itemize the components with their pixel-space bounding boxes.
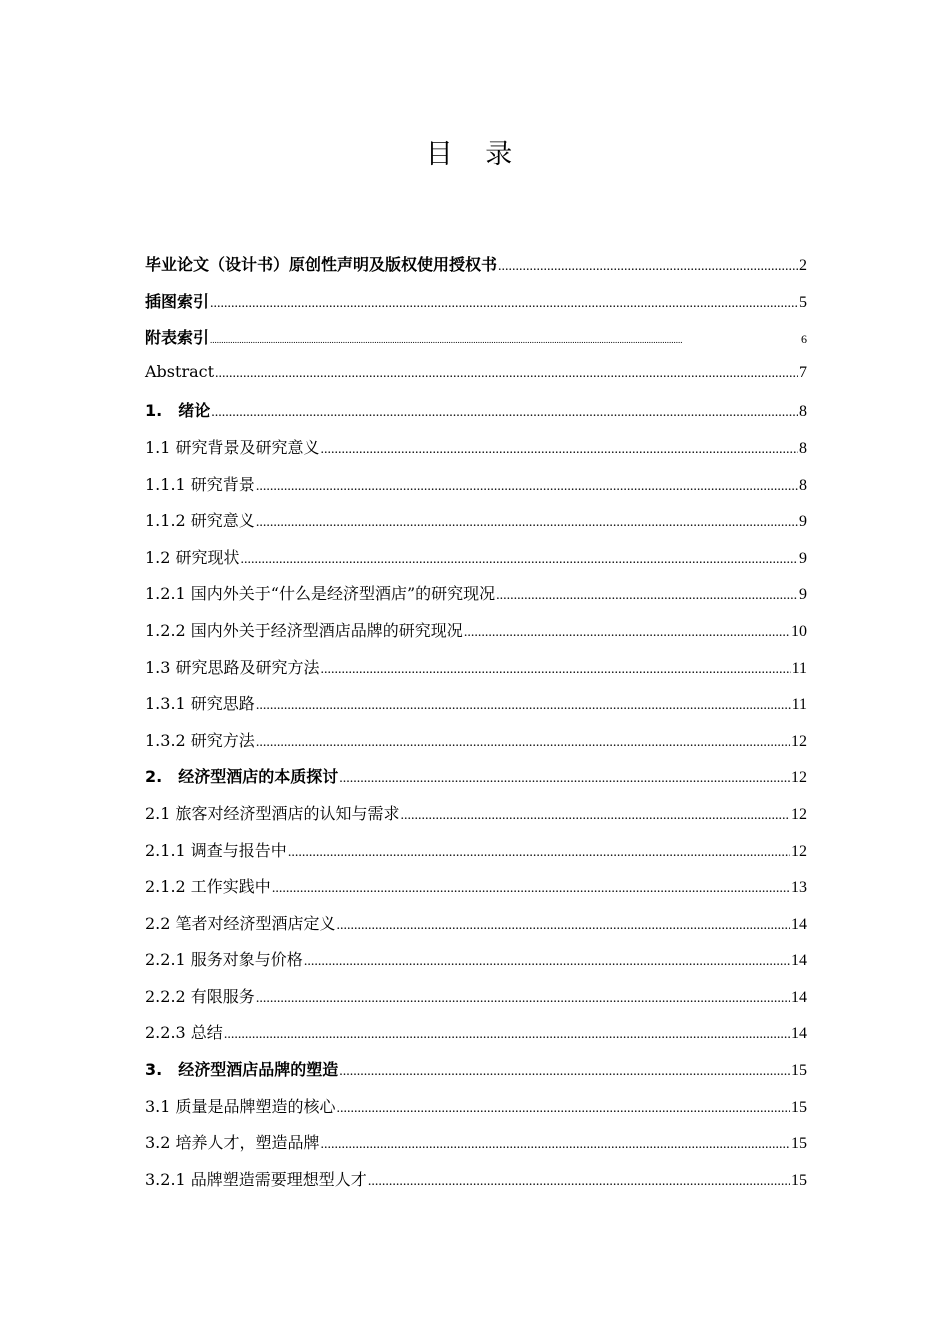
toc-entry[interactable] [145,435,807,472]
toc-entry[interactable] [145,911,807,948]
toc-entry[interactable] [145,984,807,1021]
toc-entry[interactable] [145,1057,807,1094]
toc-entry[interactable] [145,1167,807,1204]
toc-entry[interactable] [145,801,807,838]
toc-entry-label: 3.2.1 品牌塑造需要理想型人才 [145,1169,367,1189]
toc-entry[interactable] [145,947,807,984]
toc-entry-page: 5 [799,293,807,311]
toc-entry-label: 3.2 培养人才，塑造品牌 [145,1133,320,1153]
dot-leader [321,442,798,458]
toc-entry[interactable] [145,581,807,618]
toc-entry[interactable] [145,874,807,911]
toc-entry[interactable] [145,764,807,801]
toc-entry-page: 15 [791,1171,807,1189]
toc-entry[interactable] [145,691,807,728]
toc-entry-label: 1.3 研究思路及研究方法 [145,657,320,677]
toc-entry-label: 2.2.3 总结 [145,1023,223,1043]
toc-entry-page: 8 [799,439,807,457]
dot-leader [256,735,790,751]
dot-leader [496,588,798,604]
dot-leader [321,1137,790,1153]
toc-entry[interactable] [145,728,807,765]
dot-leader [321,662,791,678]
toc-entry-page: 12 [791,732,807,750]
dot-leader [241,552,798,568]
toc-entry-page: 14 [791,952,807,970]
dot-leader [256,698,791,714]
toc-entry[interactable] [145,1130,807,1167]
toc-entry[interactable] [145,252,807,289]
toc-entry-label: 2.1 旅客对经济型酒店的认知与需求 [145,803,400,823]
toc-entry[interactable] [145,325,807,362]
dot-leader [401,808,790,824]
toc-entry-page: 14 [791,915,807,933]
toc-entry[interactable] [145,472,807,509]
dot-leader [256,991,790,1007]
toc-entry[interactable] [145,545,807,582]
dot-leader [339,771,790,787]
toc-entry[interactable] [145,508,807,545]
dot-leader [256,515,798,531]
toc-entry-page: 9 [799,513,807,531]
toc-entry-page: 14 [791,988,807,1006]
toc-entry-page: 12 [791,769,807,787]
toc-entry-label: 2.1.1 调查与报告中 [145,840,287,860]
toc-entry-label: 插图索引 [145,291,210,311]
toc-entry[interactable] [145,362,807,399]
toc-entry[interactable] [145,398,807,435]
toc-entry-page: 8 [799,476,807,494]
toc-entry-label: 3. 经济型酒店品牌的塑造 [145,1060,339,1080]
toc-entry-page: 2 [799,257,807,274]
dot-leader [272,881,790,897]
table-of-contents [145,252,807,1203]
dot-leader [256,479,798,495]
toc-entry-page: 11 [791,696,807,714]
toc-entry-label: 1.2 研究现状 [145,547,240,567]
toc-entry-page: 15 [791,1135,807,1153]
toc-entry-label: 1.3.2 研究方法 [145,730,255,750]
toc-entry-page: 11 [791,659,807,677]
dot-leader [337,918,790,934]
toc-entry[interactable] [145,838,807,875]
toc-entry-page: 15 [791,1098,807,1116]
toc-entry-page: 9 [799,586,807,604]
toc-entry-label: 2.2 笔者对经济型酒店定义 [145,913,336,933]
toc-entry-label: 1.2.2 国内外关于经济型酒店品牌的研究现况 [145,620,463,640]
toc-entry-page: 13 [791,879,807,897]
toc-entry[interactable] [145,655,807,692]
toc-entry-label: 1.3.1 研究思路 [145,694,255,714]
dot-leader [464,625,790,641]
dot-leader [224,1027,790,1043]
dot-leader [339,1064,790,1080]
toc-entry-label: 3.1 质量是品牌塑造的核心 [145,1096,336,1116]
toc-entry-page: 10 [791,622,807,640]
dot-leader [498,259,798,275]
dot-leader [337,1101,790,1117]
dot-leader [288,845,790,861]
page-title: 目 录 [425,139,525,170]
dot-leader [211,405,798,421]
toc-entry-page: 12 [791,805,807,823]
toc-entry-page: 14 [791,1025,807,1043]
dot-leader [304,954,790,970]
toc-entry-label: 1.1.1 研究背景 [145,474,255,494]
toc-entry[interactable] [145,1094,807,1131]
toc-entry-page: 7 [799,363,807,381]
toc-entry-label: Abstract [145,361,215,381]
toc-entry-label: 1.2.1 国内外关于“什么是经济型酒店”的研究现况 [145,584,496,604]
dot-leader [210,335,800,345]
toc-entry-label: 2.2.2 有限服务 [145,986,255,1006]
dot-leader [210,296,798,312]
toc-entry[interactable] [145,618,807,655]
toc-entry-page: 12 [791,842,807,860]
toc-entry-label: 1. 绪论 [145,401,211,421]
dot-leader [368,1174,790,1190]
toc-entry-label: 2.1.2 工作实践中 [145,877,271,897]
toc-entry-page: 6 [801,332,807,347]
toc-entry[interactable] [145,289,807,326]
toc-entry-label: 2.2.1 服务对象与价格 [145,950,303,970]
toc-entry-page: 8 [799,403,807,421]
toc-entry-label: 1.1.2 研究意义 [145,511,255,531]
dot-leader [215,366,798,382]
toc-entry-label: 附表索引 [145,328,210,348]
toc-entry-page: 9 [799,549,807,567]
toc-entry-page: 15 [791,1062,807,1080]
toc-entry-label: 2. 经济型酒店的本质探讨 [145,767,339,787]
toc-entry-label: 1.1 研究背景及研究意义 [145,437,320,457]
toc-entry[interactable] [145,1020,807,1057]
toc-entry-label: 毕业论文（设计书）原创性声明及版权使用授权书 [145,255,498,274]
